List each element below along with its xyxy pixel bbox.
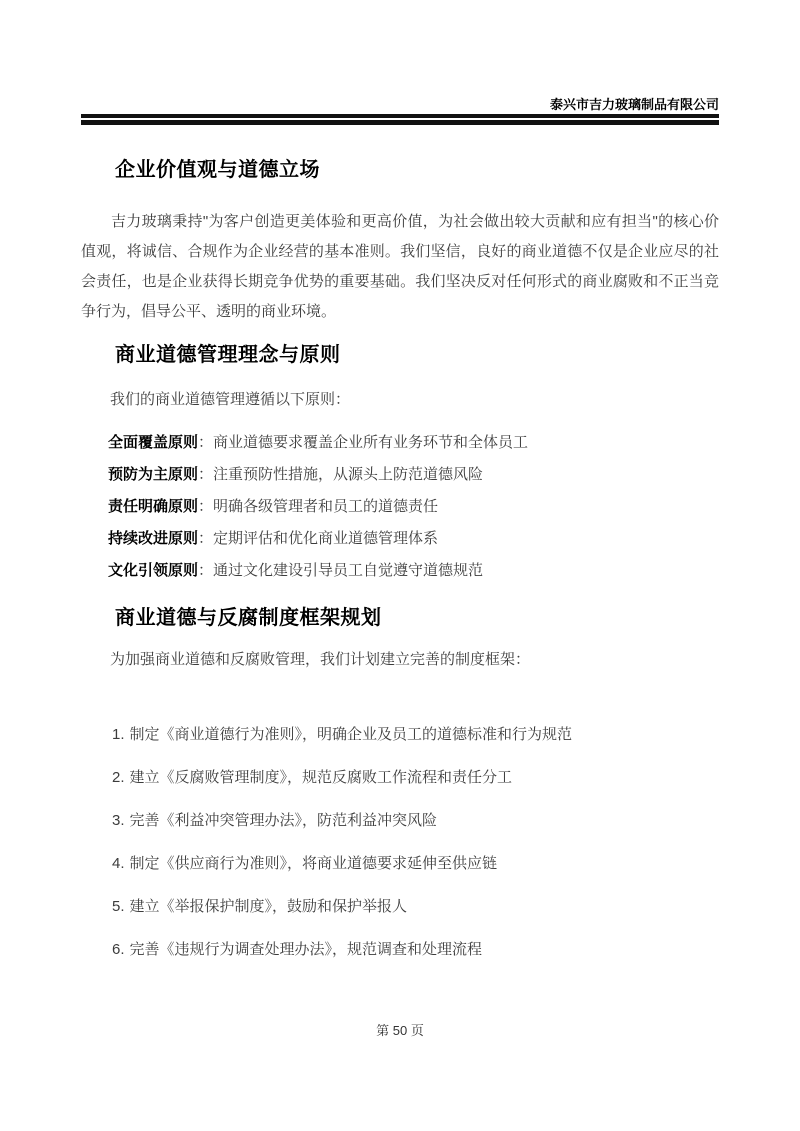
item-text: 建立《举报保护制度》，鼓励和保护举报人	[129, 898, 408, 915]
principle-desc: 注重预防性措施，从源头上防范道德风险	[213, 466, 484, 483]
principle-desc: 定期评估和优化商业道德管理体系	[213, 530, 439, 547]
page-header	[81, 97, 719, 125]
framework-intro: 为加强商业道德和反腐败管理，我们计划建立完善的制度框架：	[110, 651, 531, 668]
principle-label: 持续改进原则	[108, 530, 199, 547]
principle-colon: ：	[198, 530, 214, 547]
principle-colon: ：	[198, 434, 214, 451]
section-heading-principles: 商业道德管理理念与原则	[115, 344, 341, 366]
item-number: 6.	[112, 941, 125, 958]
principle-label: 预防为主原则	[108, 466, 199, 483]
item-text: 建立《反腐败管理制度》，规范反腐败工作流程和责任分工	[129, 769, 513, 786]
principle-desc: 商业道德要求覆盖企业所有业务环节和全体员工	[213, 434, 529, 451]
company-name: 泰兴市吉力玻璃制品有限公司	[549, 97, 719, 112]
numbered-item	[81, 813, 719, 829]
principle-colon: ：	[198, 562, 214, 579]
principle-label: 责任明确原则	[108, 498, 199, 515]
framework-numbered-list	[81, 727, 719, 958]
principle-item	[81, 491, 719, 523]
principle-item	[81, 427, 719, 459]
principle-item	[81, 459, 719, 491]
principles-list	[81, 427, 719, 587]
principle-item	[81, 555, 719, 587]
numbered-item	[81, 899, 719, 915]
item-number: 5.	[112, 898, 125, 915]
item-number: 1.	[112, 726, 125, 743]
item-text: 完善《利益冲突管理办法》，防范利益冲突风险	[129, 812, 438, 829]
principles-intro: 我们的商业道德管理遵循以下原则：	[110, 391, 351, 408]
numbered-item	[81, 942, 719, 958]
item-text: 完善《违规行为调查处理办法》，规范调查和处理流程	[129, 941, 483, 958]
principle-desc: 通过文化建设引导员工自觉遵守道德规范	[213, 562, 484, 579]
values-paragraph: 吉力玻璃秉持"为客户创造更美体验和更高价值，为社会做出较大贡献和应有担当"的核心价值观，将诚信、合规作为企业经营的基本准则。我们坚信，良好的商业道德不仅是企业应尽的社会责任，也是企业获得长期竞争优势的重要基础。我们坚决反对任何形式的商业腐败和不正当竞争行为，倡导公平、透明的商业环境。	[81, 213, 719, 320]
item-text: 制定《商业道德行为准则》，明确企业及员工的道德标准和行为规范	[129, 726, 573, 743]
principle-colon: ：	[198, 466, 214, 483]
item-text: 制定《供应商行为准则》，将商业道德要求延伸至供应链	[129, 855, 498, 872]
item-number: 3.	[112, 812, 125, 829]
principle-label: 文化引领原则	[108, 562, 199, 579]
principle-label: 全面覆盖原则	[108, 434, 199, 451]
section-heading-framework: 商业道德与反腐制度框架规划	[115, 607, 382, 629]
numbered-item	[81, 856, 719, 872]
header-divider	[81, 114, 719, 125]
section-heading-values: 企业价值观与道德立场	[115, 159, 320, 181]
numbered-item	[81, 727, 719, 743]
item-number: 2.	[112, 769, 125, 786]
page-number: 第 50 页	[376, 1023, 424, 1038]
numbered-item	[81, 770, 719, 786]
item-number: 4.	[112, 855, 125, 872]
principle-colon: ：	[198, 498, 214, 515]
principle-item	[81, 523, 719, 555]
principle-desc: 明确各级管理者和员工的道德责任	[213, 498, 439, 515]
